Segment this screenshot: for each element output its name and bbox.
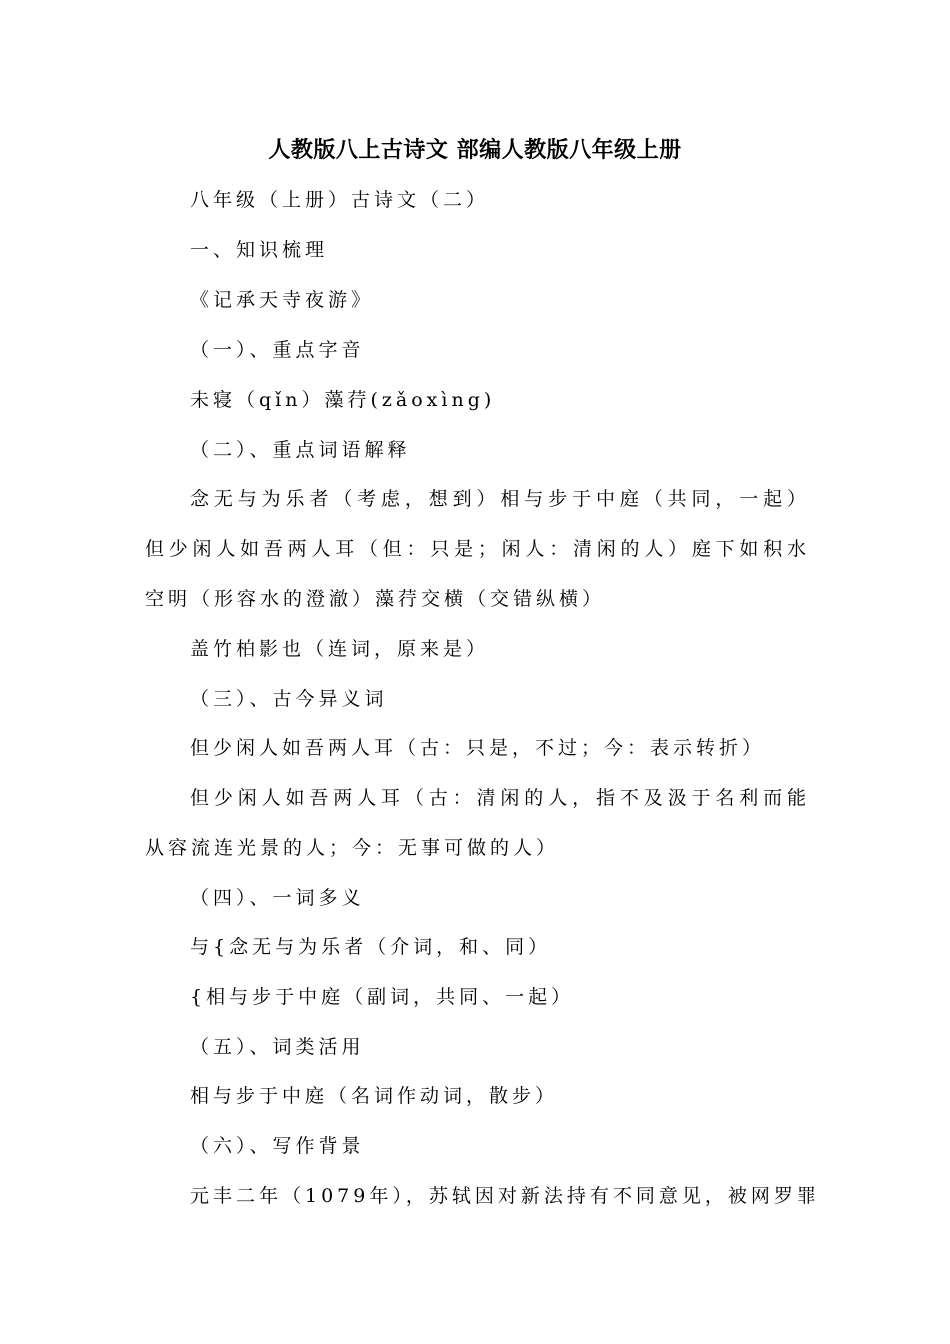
- pronunciation-line: 未寝（qǐn）藻荇(zǎoxìng): [190, 389, 496, 411]
- subheading-vocabulary: （二）、重点词语解释: [190, 439, 411, 461]
- polysemy-line-2: {相与步于中庭（副词，共同、一起）: [190, 986, 575, 1008]
- ancient-modern-line: 但少闲人如吾两人耳（古：只是，不过；今：表示转折）: [190, 737, 766, 759]
- text-title: 《记承天寺夜游》: [190, 289, 375, 311]
- background-line: 元丰二年（1079年），苏轼因对新法持有不同意见，被网罗罪: [190, 1185, 820, 1207]
- section-heading-grade: 八年级（上册）古诗文（二）: [190, 189, 490, 211]
- word-class-line: 相与步于中庭（名词作动词，散步）: [190, 1085, 559, 1107]
- subheading-background: （六）、写作背景: [190, 1135, 365, 1157]
- document-title: 人教版八上古诗文 部编人教版八年级上册: [268, 138, 682, 163]
- vocabulary-paragraph: 念无与为乐者（考虑，想到）相与步于中庭（共同，一起）但少闲人如吾两人耳（但：只是；闲人：清闲的人）庭下如积水空明（形容水的澄澈）藻荇交横（交错纵横）: [145, 488, 810, 610]
- section-heading-knowledge: 一、知识梳理: [190, 239, 329, 261]
- ancient-modern-paragraph: 但少闲人如吾两人耳（古：清闲的人，指不及汲于名利而能从容流连光景的人；今：无事可做的人）: [145, 787, 810, 859]
- subheading-ancient-modern: （三）、古今异义词: [190, 688, 388, 710]
- subheading-polysemy: （四）、一词多义: [190, 887, 365, 909]
- subheading-word-class: （五）、词类活用: [190, 1036, 365, 1058]
- polysemy-line-1: 与{念无与为乐者（介词，和、同）: [190, 936, 552, 958]
- subheading-pronunciation: （一）、重点字音: [190, 339, 365, 361]
- vocabulary-line: 盖竹柏影也（连词，原来是）: [190, 638, 490, 660]
